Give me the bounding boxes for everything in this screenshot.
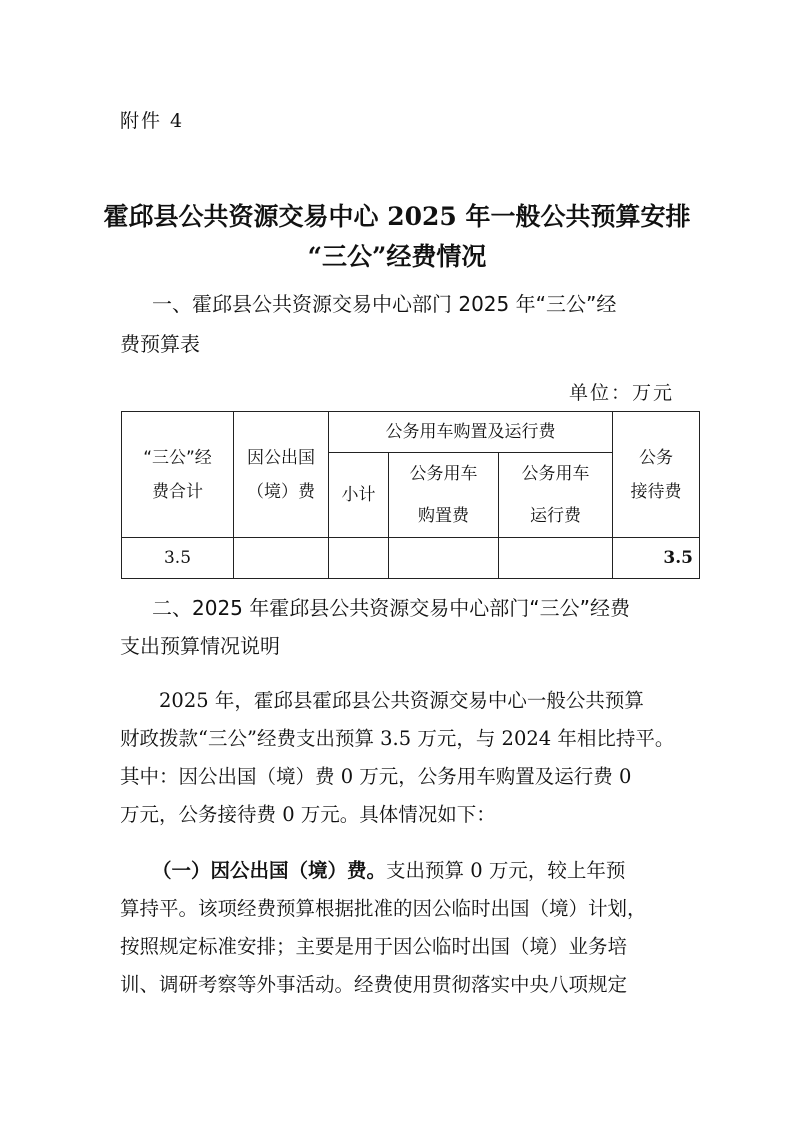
header-abroad — [234, 412, 329, 538]
header-reception — [613, 412, 700, 538]
budget-table — [121, 411, 700, 579]
header-reception-line1: 公务 — [639, 447, 673, 468]
document-title-line2: “三公”经费情况 — [307, 242, 487, 271]
cell-abroad — [234, 538, 329, 579]
unit-label: 单位：万元 — [568, 382, 674, 404]
document-title-line1: 霍邱县公共资源交易中心 2025 年一般公共预算安排 — [103, 202, 691, 231]
section2-heading-line2: 支出预算情况说明 — [120, 634, 280, 658]
para2-line1-rest: 支出预算 0 万元，较上年预 — [386, 859, 626, 882]
section2-heading-line1: 二、2025 年霍邱县公共资源交易中心部门“三公”经费 — [152, 596, 630, 620]
header-reception-line2: 接待费 — [630, 481, 682, 502]
header-total-line2: 费合计 — [152, 481, 203, 502]
cell-total: 3.5 — [122, 538, 234, 579]
header-vehicle: 公务用车购置及运行费 — [329, 412, 613, 453]
header-running — [499, 453, 613, 538]
para2-line1 — [152, 855, 625, 883]
section1-heading-line1: 一、霍邱县公共资源交易中心部门 2025 年“三公”经 — [152, 292, 617, 316]
cell-purchase — [389, 538, 499, 579]
header-abroad-line2: （境）费 — [247, 481, 315, 502]
header-running-line2: 运行费 — [530, 506, 581, 526]
header-total — [122, 412, 234, 538]
para1-line4: 万元，公务接待费 0 万元。具体情况如下： — [120, 803, 496, 826]
para2-line4: 训、调研考察等外事活动。经费使用贯彻落实中央八项规定 — [120, 973, 628, 996]
para1-line1: 2025 年，霍邱县霍邱县公共资源交易中心一般公共预算 — [159, 689, 644, 712]
header-subtotal: 小计 — [329, 453, 389, 538]
section1-heading-line2: 费预算表 — [120, 332, 200, 356]
attachment-label: 附件 4 — [120, 110, 185, 132]
header-purchase — [389, 453, 499, 538]
para1-line2: 财政拨款“三公”经费支出预算 3.5 万元，与 2024 年相比持平。 — [120, 727, 675, 750]
cell-running — [499, 538, 613, 579]
cell-subtotal — [329, 538, 389, 579]
header-abroad-line1: 因公出国 — [247, 447, 315, 468]
header-running-line1: 公务用车 — [521, 464, 590, 484]
para2-line3: 按照规定标准安排；主要是用于因公临时出国（境）业务培 — [120, 935, 628, 958]
cell-reception: 3.5 — [613, 538, 700, 579]
header-purchase-line1: 公务用车 — [409, 464, 478, 484]
para2-line2: 算持平。该项经费预算根据批准的因公临时出国（境）计划， — [120, 897, 647, 920]
header-total-line1: “三公”经 — [143, 447, 212, 468]
para1-line3: 其中：因公出国（境）费 0 万元，公务用车购置及运行费 0 — [120, 765, 632, 788]
para2-heading: （一）因公出国（境）费。 — [152, 859, 387, 882]
header-purchase-line2: 购置费 — [418, 506, 469, 526]
